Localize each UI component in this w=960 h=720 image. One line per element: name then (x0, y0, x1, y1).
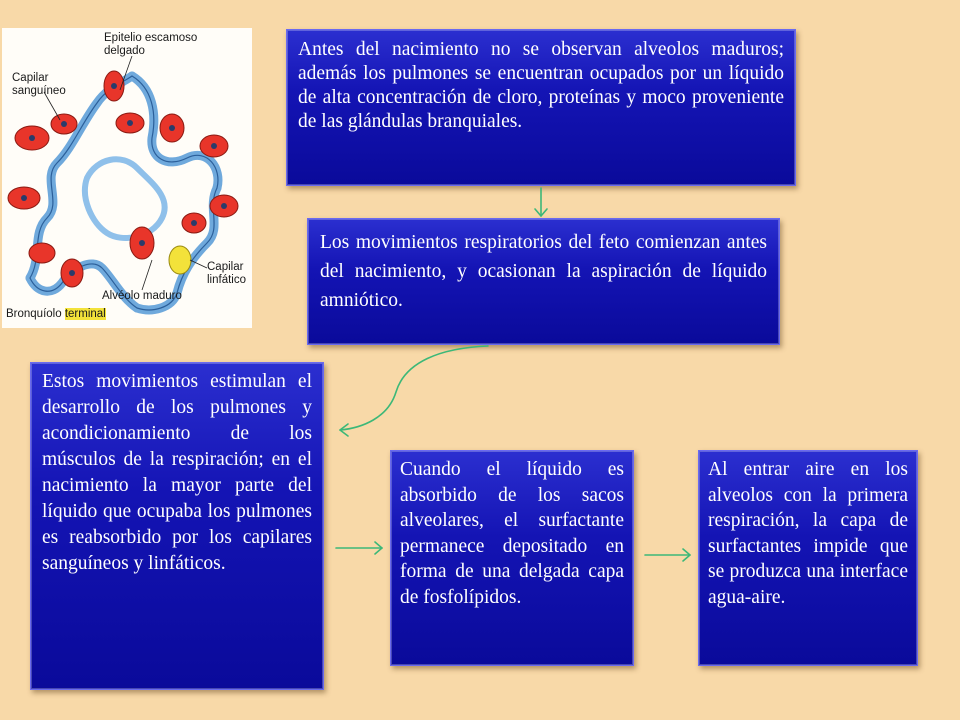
label-bronquiolo: Bronquíolo (6, 308, 62, 320)
epithelium-wall (30, 76, 218, 310)
capillaries (8, 71, 238, 287)
arrow-1-to-2 (535, 188, 547, 216)
label-alveolo-maduro: Alvéolo maduro (102, 290, 182, 302)
epithelium-outline (30, 76, 218, 310)
text-box-first-breath: Al entrar aire en los alveolos con la primera respiración, la capa de surfactantes impide que se produzca una interface agua-aire. (698, 450, 918, 666)
lymphatic-capillary (169, 246, 191, 274)
text-box-surfactant-deposit: Cuando el líquido es absorbido de los sacos alveolares, el surfactante permanece depositado en forma de una delgada capa de fosfolípidos. (390, 450, 634, 666)
text-box-fetal-breathing: Los movimientos respiratorios del feto comienzan antes del nacimiento, y ocasionan la aspiración de líquido amniótico. (307, 218, 780, 345)
text-box-lung-development: Estos movimientos estimulan el desarrollo de los pulmones y acondicionamiento de los músculos de la respiración; en el nacimiento la mayor parte del líquido que ocupaba los pulmones es reabsorbido por los capilares sanguíneos y linfáticos. (30, 362, 324, 690)
alveolus-illustration (2, 28, 252, 328)
label-capilar-linfatico: Capilar linfático (207, 261, 246, 286)
arrow-4-to-5 (645, 549, 690, 561)
text-box-before-birth: Antes del nacimiento no se observan alveolos maduros; además los pulmones se encuentran ocupados por un líquido de alta concentración de cloro, proteínas y moco proveniente de las glándulas branquiales. (286, 29, 796, 186)
label-epitelio: Epitelio escamoso delgado (104, 32, 198, 57)
label-capilar-sanguineo: Capilar sanguíneo (12, 72, 66, 97)
arrow-2-to-3 (340, 346, 488, 436)
arrow-3-to-4 (336, 542, 382, 554)
label-terminal: terminal (64, 308, 106, 320)
capillary (29, 243, 55, 263)
label-bronquiolo-terminal (6, 308, 106, 321)
inner-epithelium (85, 159, 165, 238)
